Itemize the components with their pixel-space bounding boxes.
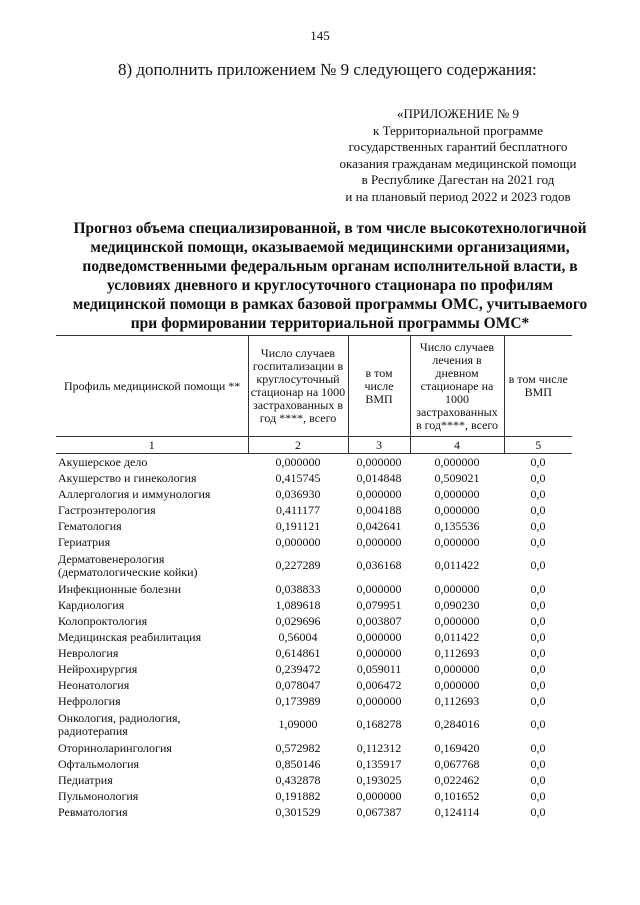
day-vmp-cell: 0,0 bbox=[530, 518, 546, 533]
column-number: 1 bbox=[56, 437, 248, 454]
hospital-cases-cell: 1,09000 bbox=[278, 717, 318, 731]
appendix-line: оказания гражданам медицинской помощи bbox=[339, 155, 577, 171]
hospital-vmp-cell: 0,000000 bbox=[356, 788, 402, 803]
page-number: 145 bbox=[310, 28, 330, 43]
hospital-cases-cell: 0,078047 bbox=[275, 677, 321, 692]
day-cases-cell: 0,000000 bbox=[434, 502, 480, 517]
forecast-table bbox=[56, 335, 572, 820]
table-row bbox=[56, 645, 572, 661]
table-row bbox=[56, 597, 572, 613]
appendix-line: и на плановый период 2022 и 2023 годов bbox=[345, 188, 571, 204]
profile-cell: Колопроктология bbox=[58, 613, 148, 628]
hospital-vmp-cell: 0,000000 bbox=[356, 693, 402, 708]
profile-cell: Пульмонология bbox=[58, 788, 139, 803]
hospital-vmp-cell: 0,135917 bbox=[356, 756, 402, 771]
profile-cell: Онкология, радиология, радиотерапия bbox=[58, 710, 181, 738]
day-vmp-cell: 0,0 bbox=[530, 454, 546, 469]
day-cases-cell: 0,000000 bbox=[434, 486, 480, 501]
hospital-vmp-cell: 0,193025 bbox=[356, 772, 402, 787]
hospital-cases-cell: 0,036930 bbox=[275, 486, 321, 501]
day-cases-cell: 0,112693 bbox=[434, 645, 480, 660]
profile-cell: Дерматовенерология (дерматологические койки) bbox=[58, 551, 198, 579]
day-vmp-cell: 0,0 bbox=[530, 661, 546, 676]
day-vmp-cell: 0,0 bbox=[530, 677, 546, 692]
hospital-cases-cell: 0,000000 bbox=[275, 534, 321, 549]
day-cases-cell: 0,022462 bbox=[434, 772, 480, 787]
day-vmp-cell: 0,0 bbox=[530, 756, 546, 771]
column-number: 3 bbox=[348, 437, 410, 454]
title-line: медицинской помощи, оказываемой медицинскими организациями, bbox=[90, 239, 570, 256]
table-row bbox=[56, 534, 572, 550]
day-vmp-cell: 0,0 bbox=[530, 788, 546, 803]
header-hospital-vmp: в том числе ВМП bbox=[348, 336, 410, 437]
table-row bbox=[56, 518, 572, 534]
day-cases-cell: 0,135536 bbox=[434, 518, 480, 533]
appendix-line: к Территориальной программе bbox=[373, 122, 543, 138]
title-line: подведомственными федеральным органам исполнительной власти, в bbox=[82, 258, 578, 275]
day-cases-cell: 0,011422 bbox=[434, 629, 480, 644]
table-row bbox=[56, 613, 572, 629]
table-row bbox=[56, 629, 572, 645]
appendix-line: «ПРИЛОЖЕНИЕ № 9 bbox=[396, 106, 520, 121]
day-cases-cell: 0,067768 bbox=[434, 756, 480, 771]
hospital-vmp-cell: 0,000000 bbox=[356, 581, 402, 596]
day-cases-cell: 0,090230 bbox=[434, 597, 480, 612]
table-row bbox=[56, 470, 572, 486]
intro-text: 8) дополнить приложением № 9 следующего содержания: bbox=[118, 60, 537, 79]
hospital-vmp-cell: 0,079951 bbox=[356, 597, 402, 612]
hospital-cases-cell: 0,227289 bbox=[275, 558, 321, 572]
hospital-vmp-cell: 0,014848 bbox=[356, 470, 402, 485]
day-vmp-cell: 0,0 bbox=[530, 486, 546, 501]
hospital-vmp-cell: 0,000000 bbox=[356, 645, 402, 660]
column-number: 2 bbox=[248, 437, 348, 454]
day-vmp-cell: 0,0 bbox=[530, 740, 546, 755]
hospital-cases-cell: 0,614861 bbox=[275, 645, 321, 660]
table-row bbox=[56, 788, 572, 804]
hospital-vmp-cell: 0,036168 bbox=[356, 558, 402, 572]
profile-cell: Педиатрия bbox=[58, 772, 113, 787]
day-cases-cell: 0,000000 bbox=[434, 454, 480, 469]
day-cases-cell: 0,000000 bbox=[434, 613, 480, 628]
profile-cell: Гастроэнтерология bbox=[58, 502, 156, 517]
title-line: при формировании территориальной программы ОМС* bbox=[130, 315, 530, 332]
column-number: 5 bbox=[504, 437, 572, 454]
hospital-cases-cell: 0,173989 bbox=[275, 693, 321, 708]
day-vmp-cell: 0,0 bbox=[530, 581, 546, 596]
header-hospital-cases: Число случаев госпитализации в круглосуточный стационар на 1000 застрахованных в год ****, всего bbox=[248, 336, 348, 437]
day-vmp-cell: 0,0 bbox=[530, 470, 546, 485]
day-cases-cell: 0,101652 bbox=[434, 788, 480, 803]
title-line: условиях дневного и круглосуточного стационара по профилям bbox=[106, 277, 554, 294]
day-vmp-cell: 0,0 bbox=[530, 645, 546, 660]
hospital-vmp-cell: 0,059011 bbox=[356, 661, 402, 676]
profile-cell: Инфекционные болезни bbox=[58, 581, 182, 596]
table-row bbox=[56, 740, 572, 756]
header-profile: Профиль медицинской помощи ** bbox=[56, 336, 248, 437]
day-cases-cell: 0,000000 bbox=[434, 677, 480, 692]
table-row bbox=[56, 709, 572, 740]
profile-cell: Офтальмология bbox=[58, 756, 140, 771]
hospital-cases-cell: 0,432878 bbox=[275, 772, 321, 787]
profile-cell: Нейрохирургия bbox=[58, 661, 138, 676]
hospital-vmp-cell: 0,006472 bbox=[356, 677, 402, 692]
column-number-row bbox=[56, 437, 572, 454]
profile-cell: Гематология bbox=[58, 518, 122, 533]
day-cases-cell: 0,000000 bbox=[434, 581, 480, 596]
table-row bbox=[56, 772, 572, 788]
hospital-cases-cell: 0,415745 bbox=[275, 470, 321, 485]
column-number: 4 bbox=[410, 437, 504, 454]
hospital-vmp-cell: 0,168278 bbox=[356, 717, 402, 731]
day-cases-cell: 0,000000 bbox=[434, 661, 480, 676]
day-vmp-cell: 0,0 bbox=[530, 558, 546, 572]
table-row bbox=[56, 581, 572, 597]
table-header-row bbox=[56, 336, 572, 437]
day-cases-cell: 0,509021 bbox=[434, 470, 480, 485]
profile-cell: Медицинская реабилитация bbox=[58, 629, 202, 644]
title-line: медицинской помощи в рамках базовой программы ОМС, учитываемого bbox=[72, 296, 588, 313]
hospital-cases-cell: 0,029696 bbox=[275, 613, 321, 628]
table-row bbox=[56, 486, 572, 502]
table-row bbox=[56, 693, 572, 709]
hospital-cases-cell: 0,191882 bbox=[275, 788, 321, 803]
hospital-cases-cell: 0,301529 bbox=[275, 804, 321, 819]
table-row bbox=[56, 454, 572, 471]
hospital-cases-cell: 0,000000 bbox=[275, 454, 321, 469]
table-row bbox=[56, 677, 572, 693]
table-body bbox=[56, 454, 572, 821]
day-vmp-cell: 0,0 bbox=[530, 804, 546, 819]
hospital-vmp-cell: 0,000000 bbox=[356, 534, 402, 549]
hospital-cases-cell: 0,239472 bbox=[275, 661, 321, 676]
hospital-cases-cell: 0,56004 bbox=[278, 629, 318, 644]
header-day-vmp: в том числе ВМП bbox=[504, 336, 572, 437]
day-vmp-cell: 0,0 bbox=[530, 693, 546, 708]
hospital-vmp-cell: 0,112312 bbox=[356, 740, 402, 755]
table-row bbox=[56, 502, 572, 518]
day-cases-cell: 0,112693 bbox=[434, 693, 480, 708]
document-title bbox=[40, 219, 620, 333]
table-row bbox=[56, 756, 572, 772]
day-cases-cell: 0,124114 bbox=[434, 804, 480, 819]
table-row bbox=[56, 661, 572, 677]
day-cases-cell: 0,000000 bbox=[434, 534, 480, 549]
day-vmp-cell: 0,0 bbox=[530, 597, 546, 612]
hospital-vmp-cell: 0,000000 bbox=[356, 454, 402, 469]
hospital-cases-cell: 0,191121 bbox=[275, 518, 321, 533]
profile-cell: Неврология bbox=[58, 645, 119, 660]
profile-cell: Акушерство и гинекология bbox=[58, 470, 197, 485]
appendix-line: государственных гарантий бесплатного bbox=[348, 139, 568, 154]
profile-cell: Ревматология bbox=[58, 804, 128, 819]
hospital-vmp-cell: 0,000000 bbox=[356, 486, 402, 501]
hospital-cases-cell: 0,850146 bbox=[275, 756, 321, 771]
hospital-vmp-cell: 0,004188 bbox=[356, 502, 402, 517]
day-vmp-cell: 0,0 bbox=[530, 717, 546, 731]
profile-cell: Аллергология и иммунология bbox=[58, 486, 211, 501]
hospital-vmp-cell: 0,000000 bbox=[356, 629, 402, 644]
day-cases-cell: 0,284016 bbox=[434, 717, 480, 731]
day-cases-cell: 0,169420 bbox=[434, 740, 480, 755]
day-cases-cell: 0,011422 bbox=[434, 558, 480, 572]
hospital-cases-cell: 0,411177 bbox=[275, 502, 321, 517]
day-vmp-cell: 0,0 bbox=[530, 772, 546, 787]
hospital-vmp-cell: 0,003807 bbox=[356, 613, 402, 628]
profile-cell: Неонатология bbox=[58, 677, 130, 692]
day-vmp-cell: 0,0 bbox=[530, 629, 546, 644]
day-vmp-cell: 0,0 bbox=[530, 534, 546, 549]
header-day-cases: Число случаев лечения в дневном стационаре на 1000 застрахованных в год****, всего bbox=[410, 336, 504, 437]
table-row bbox=[56, 550, 572, 581]
profile-cell: Кардиология bbox=[58, 597, 125, 612]
hospital-cases-cell: 1,089618 bbox=[275, 597, 321, 612]
day-vmp-cell: 0,0 bbox=[530, 613, 546, 628]
profile-cell: Акушерское дело bbox=[58, 454, 148, 469]
table-row bbox=[56, 804, 572, 820]
profile-cell: Гериатрия bbox=[58, 534, 111, 549]
hospital-vmp-cell: 0,067387 bbox=[356, 804, 402, 819]
profile-cell: Оториноларингология bbox=[58, 740, 172, 755]
hospital-cases-cell: 0,572982 bbox=[275, 740, 321, 755]
hospital-vmp-cell: 0,042641 bbox=[356, 518, 402, 533]
title-line: Прогноз объема специализированной, в том числе высокотехнологичной bbox=[73, 220, 587, 237]
profile-cell: Нефрология bbox=[58, 693, 121, 708]
hospital-cases-cell: 0,038833 bbox=[275, 581, 321, 596]
appendix-line: в Республике Дагестан на 2021 год bbox=[361, 172, 555, 187]
appendix-header bbox=[328, 106, 588, 205]
day-vmp-cell: 0,0 bbox=[530, 502, 546, 517]
